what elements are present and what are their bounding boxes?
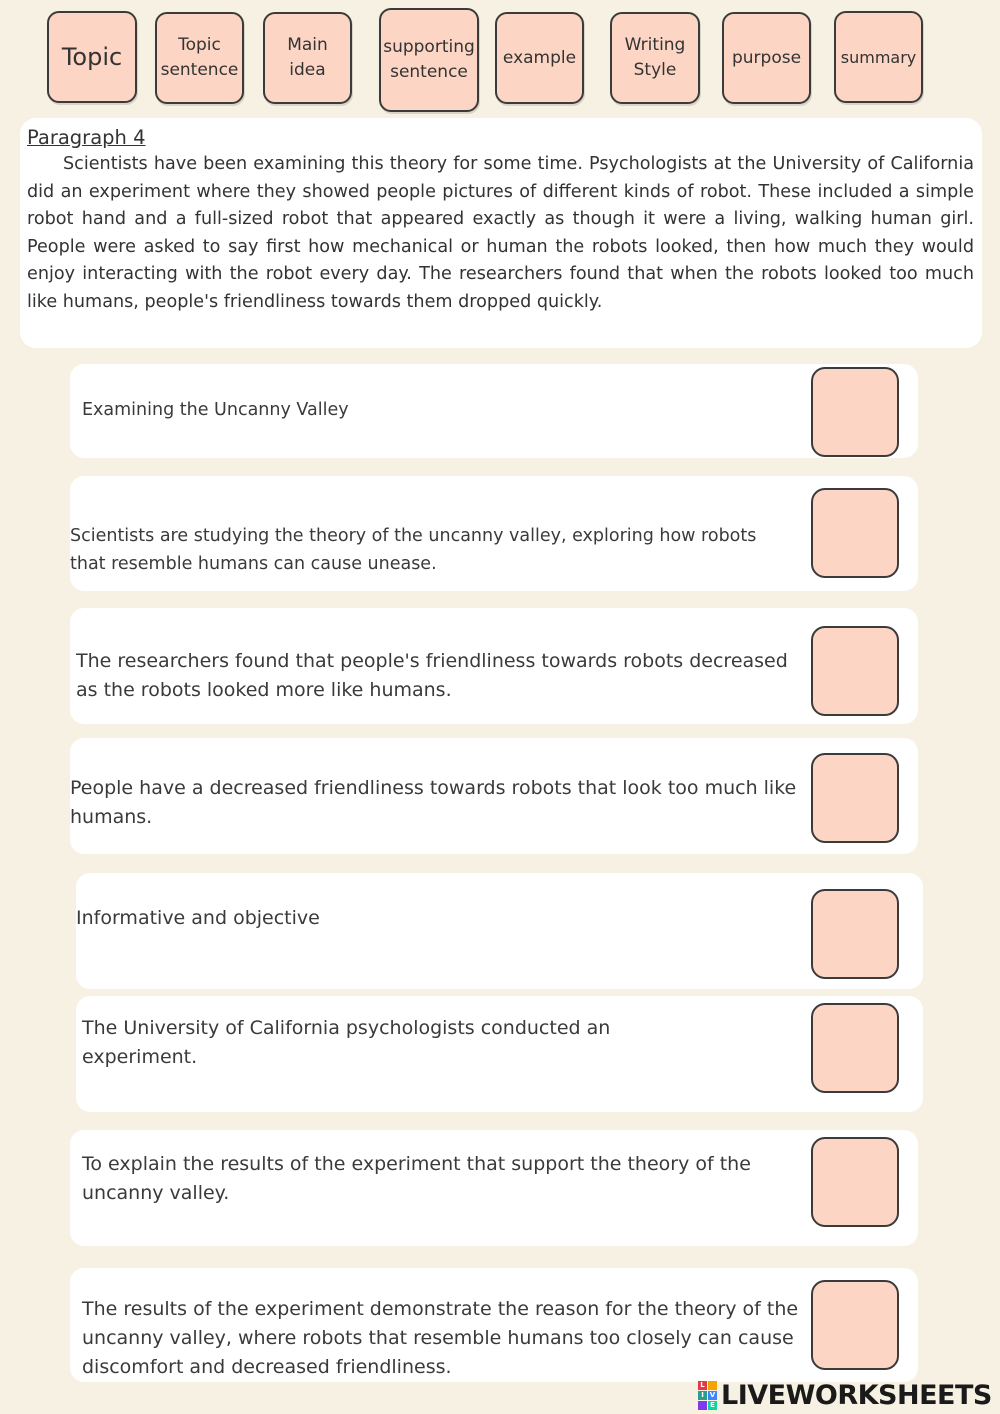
item-card-4 (70, 738, 918, 854)
item-text-1: Examining the Uncanny Valley (82, 400, 349, 420)
item-card-6 (76, 996, 923, 1112)
item-text-6: The University of California psychologists conducted an experiment. (82, 1017, 611, 1068)
item-card-3 (70, 608, 918, 724)
logo-mark-letter: V (709, 1390, 716, 1399)
answer-box-4[interactable] (811, 753, 899, 843)
item-text-2: Scientists are studying the theory of the uncanny valley, exploring how robots that resemble humans can cause unease. (70, 526, 757, 574)
passage-body: Scientists have been examining this theory for some time. Psychologists at the University of California did an experiment where they showed people pictures of different kinds of robot. These included a simple robot hand and a full-sized robot that appeared exactly as though it were a living, walking human girl. People were asked to say first how mechanical or human the robots looked, then how much they would enjoy interacting with the robot every day. The researchers found that when the robots looked too much like humans, people's friendliness towards them dropped quickly. (27, 154, 974, 312)
answer-box-6[interactable] (811, 1003, 899, 1093)
logo-mark-letter: I (698, 1391, 707, 1400)
item-text-8: The results of the experiment demonstrate the reason for the theory of the uncanny valley, where robots that resemble humans too closely can cause discomfort and decreased friendliness. (82, 1298, 799, 1378)
chip-example[interactable] (495, 12, 584, 104)
logo-text: LIVEWORKSHEETS (721, 1379, 992, 1411)
item-card-8 (70, 1268, 918, 1382)
chip-writing-style-label: Writing Style (624, 35, 686, 80)
chip-topic-label: Topic (61, 42, 123, 71)
answer-box-8[interactable] (811, 1280, 899, 1370)
chip-main-idea[interactable] (263, 12, 352, 104)
answer-box-1[interactable] (811, 367, 899, 457)
logo-mark-tile (708, 1381, 717, 1390)
logo-mark-tile (698, 1401, 707, 1410)
chip-topic-sentence[interactable] (155, 12, 244, 104)
chip-purpose[interactable] (722, 12, 811, 104)
logo-mark-letter: E (708, 1401, 717, 1410)
chip-main-idea-label: Main idea (287, 35, 328, 80)
chip-summary[interactable] (834, 11, 923, 103)
item-card-2 (70, 476, 918, 591)
chip-writing-style[interactable] (610, 12, 700, 104)
item-text-7: To explain the results of the experiment that support the theory of the uncanny valley. (82, 1153, 751, 1204)
chip-topic-sentence-label: Topic sentence (160, 35, 239, 80)
item-text-4: People have a decreased friendliness towards robots that look too much like humans. (70, 777, 797, 828)
chip-summary-label: summary (840, 47, 917, 67)
item-card-7 (70, 1130, 918, 1246)
answer-box-5[interactable] (811, 889, 899, 979)
passage-title: Paragraph 4 (27, 126, 146, 149)
item-text-5: Informative and objective (76, 907, 320, 929)
chip-topic[interactable] (47, 11, 137, 103)
liveworksheets-logo (698, 1379, 992, 1411)
chip-purpose-label: purpose (731, 47, 802, 68)
logo-mark-letter: L (698, 1381, 707, 1390)
logo-mark-icon (698, 1381, 717, 1410)
passage-card (20, 118, 982, 348)
item-text-3: The researchers found that people's friendliness towards robots decreased as the robots looked more like humans. (76, 650, 788, 701)
item-card-5 (76, 873, 923, 989)
chip-supporting-sentence[interactable] (379, 8, 479, 112)
chip-supporting-sentence-label: supporting sentence (383, 37, 475, 82)
chip-example-label: example (502, 47, 577, 68)
answer-box-2[interactable] (811, 488, 899, 578)
answer-box-3[interactable] (811, 626, 899, 716)
item-card-1 (70, 364, 918, 458)
answer-box-7[interactable] (811, 1137, 899, 1227)
